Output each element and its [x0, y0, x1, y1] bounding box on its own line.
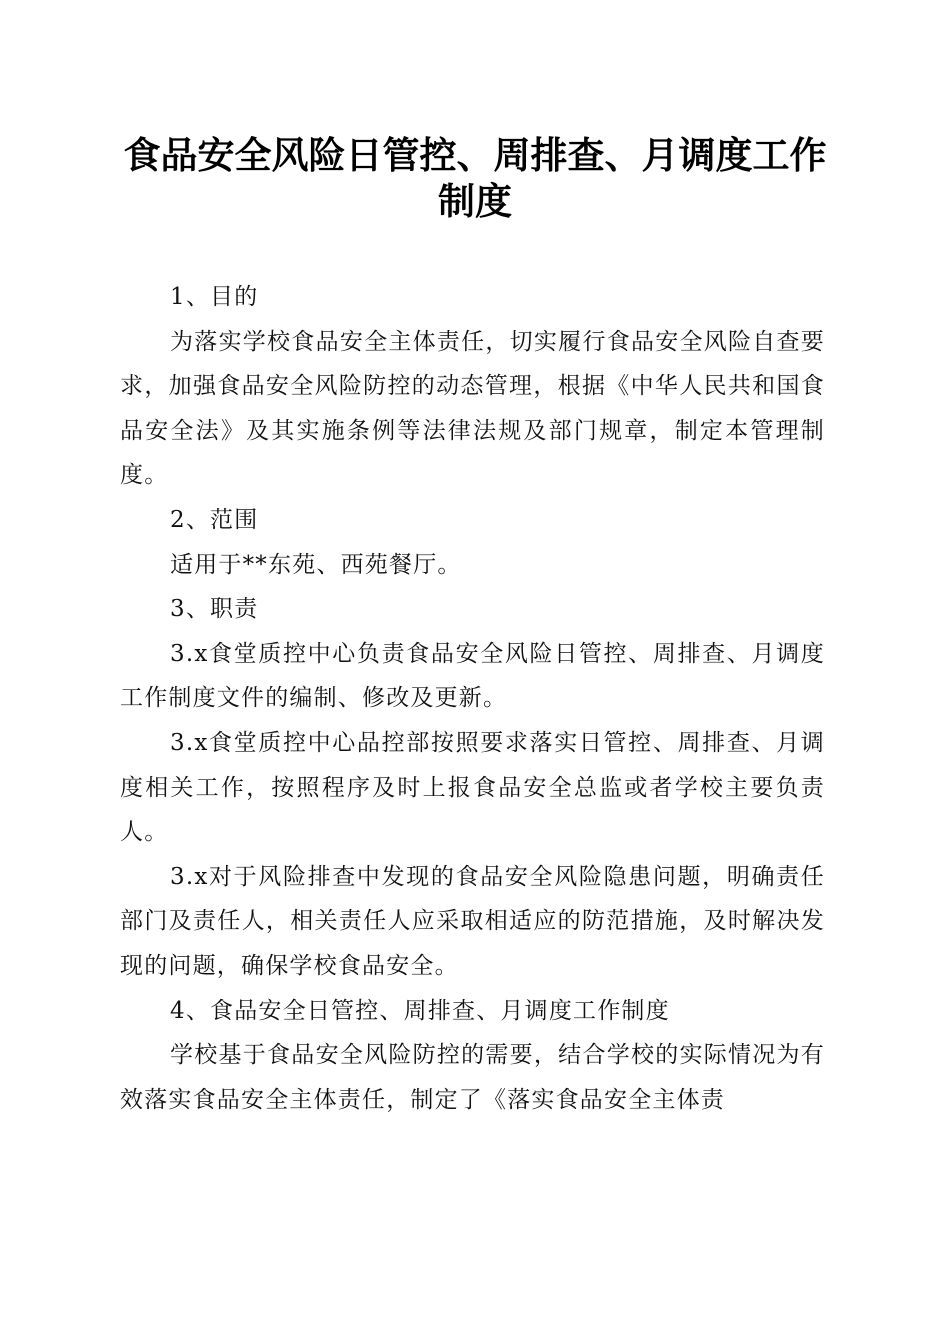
paragraph-responsibility-3: 3.x对于风险排查中发现的食品安全风险隐患问题，明确责任部门及责任人，相关责任人应采取相适应的防范措施，及时解决发现的问题，确保学校食品安全。	[120, 863, 825, 979]
section-heading-purpose: 1、目的	[170, 284, 259, 310]
paragraph-responsibility-1: 3.x食堂质控中心负责食品安全风险日管控、周排查、月调度工作制度文件的编制、修改及更新。	[120, 640, 825, 712]
document-body	[120, 275, 825, 1122]
section-heading-scope: 2、范围	[170, 506, 259, 533]
document-title: 食品安全风险日管控、周排查、月调度工作制度	[123, 133, 827, 223]
paragraph-system: 学校基于食品安全风险防控的需要，结合学校的实际情况为有效落实食品安全主体责任，制定了《落实食品安全主体责	[120, 1042, 825, 1113]
paragraph-responsibility-2: 3.x食堂质控中心品控部按照要求落实日管控、周排查、月调度相关工作，按照程序及时上报食品安全总监或者学校主要负责人。	[120, 729, 825, 846]
paragraph-scope: 适用于**东苑、西苑餐厅。	[170, 551, 462, 578]
section-heading-responsibilities: 3、职责	[170, 596, 259, 623]
paragraph-purpose: 为落实学校食品安全主体责任，切实履行食品安全风险自查要求，加强食品安全风险防控的动态管理，根据《中华人民共和国食品安全法》及其实施条例等法律法规及部门规章，制定本管理制度。	[120, 328, 825, 489]
section-heading-system: 4、食品安全日管控、周排查、月调度工作制度	[170, 997, 670, 1024]
